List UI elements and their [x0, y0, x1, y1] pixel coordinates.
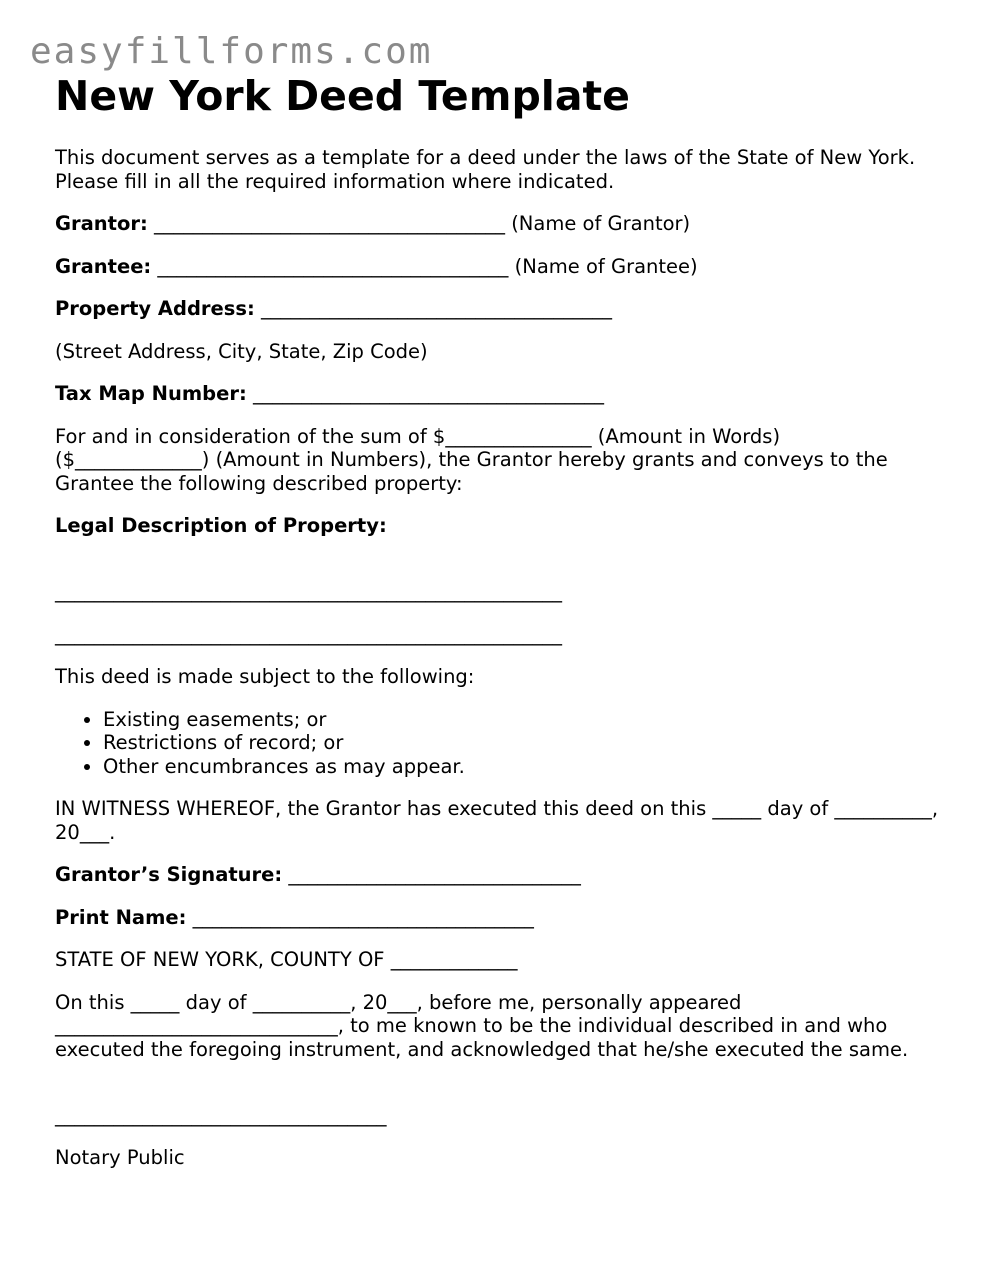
notary-label: Notary Public — [55, 1146, 185, 1169]
notary-gap — [55, 1080, 955, 1104]
consideration-line-1[interactable]: For and in consideration of the sum of $_______________ (Amount in Words) — [55, 424, 781, 448]
tax-map-field — [55, 382, 955, 406]
consideration-line-3: Grantee the following described property: — [55, 471, 463, 495]
watermark: easyfillforms.com — [30, 31, 433, 72]
page-title: New York Deed Template — [55, 72, 630, 120]
grantor-field — [55, 212, 955, 236]
grantee-blank[interactable]: ____________________________________ — [151, 254, 509, 278]
signature-blank[interactable]: ______________________________ — [282, 863, 581, 886]
acknowledgment-line-1[interactable]: On this _____ day of __________, 20___, before me, personally appeared — [55, 990, 742, 1014]
grantee-label: Grantee: — [55, 254, 152, 278]
signature-field — [55, 863, 955, 887]
list-item: • Other encumbrances as may appear. — [103, 755, 955, 779]
intro-paragraph — [55, 146, 955, 193]
consideration-paragraph — [55, 425, 955, 496]
consideration-line-2[interactable]: ($_____________) (Amount in Numbers), the Grantor hereby grants and conveys to the — [55, 448, 888, 471]
signature-label: Grantor’s Signature: — [55, 863, 283, 886]
grantor-hint: (Name of Grantor) — [505, 212, 691, 235]
property-address-label: Property Address: — [55, 297, 255, 320]
state-county-line[interactable]: STATE OF NEW YORK, COUNTY OF _____________ — [55, 948, 518, 971]
legal-description-line-1[interactable]: ____________________________________________________ — [55, 580, 562, 603]
legal-description-line-2[interactable]: ____________________________________________________ — [55, 622, 562, 646]
subject-intro: This deed is made subject to the following: — [55, 665, 475, 688]
grantor-blank[interactable]: ____________________________________ — [147, 212, 505, 235]
legal-description-label: Legal Description of Property: — [55, 514, 387, 537]
property-address-blank[interactable]: ____________________________________ — [254, 297, 612, 320]
witness-line-2[interactable]: 20___. — [55, 820, 116, 844]
print-name-blank[interactable]: ___________________________________ — [186, 905, 534, 929]
acknowledgment-line-3: executed the foregoing instrument, and acknowledged that he/she executed the same. — [55, 1037, 909, 1061]
witness-line-1[interactable]: IN WITNESS WHEREOF, the Grantor has executed this deed on this _____ day of __________, — [55, 797, 939, 820]
subject-list — [55, 708, 955, 779]
list-item: • Restrictions of record; or — [103, 731, 955, 755]
deed-document — [55, 72, 955, 1170]
grantee-field — [55, 255, 955, 279]
acknowledgment-line-2[interactable]: _____________________________, to me known to be the individual described in and who — [55, 1014, 888, 1037]
address-hint: (Street Address, City, State, Zip Code) — [55, 339, 428, 363]
property-address-field — [55, 297, 955, 321]
tax-map-label: Tax Map Number: — [55, 382, 247, 405]
legal-description-gap — [55, 557, 955, 581]
grantor-label: Grantor: — [55, 212, 148, 235]
grantee-hint: (Name of Grantee) — [508, 254, 698, 278]
print-name-label: Print Name: — [55, 905, 187, 929]
witness-paragraph — [55, 797, 955, 844]
notary-signature-line[interactable]: __________________________________ — [55, 1103, 387, 1127]
intro-line-1: This document serves as a template for a deed under the laws of the State of New York. — [55, 146, 916, 169]
acknowledgment-paragraph — [55, 991, 955, 1062]
list-item: • Existing easements; or — [103, 708, 955, 732]
intro-line-2: Please fill in all the required information where indicated. — [55, 169, 615, 193]
tax-map-blank[interactable]: ____________________________________ — [246, 382, 604, 405]
print-name-field — [55, 906, 955, 930]
